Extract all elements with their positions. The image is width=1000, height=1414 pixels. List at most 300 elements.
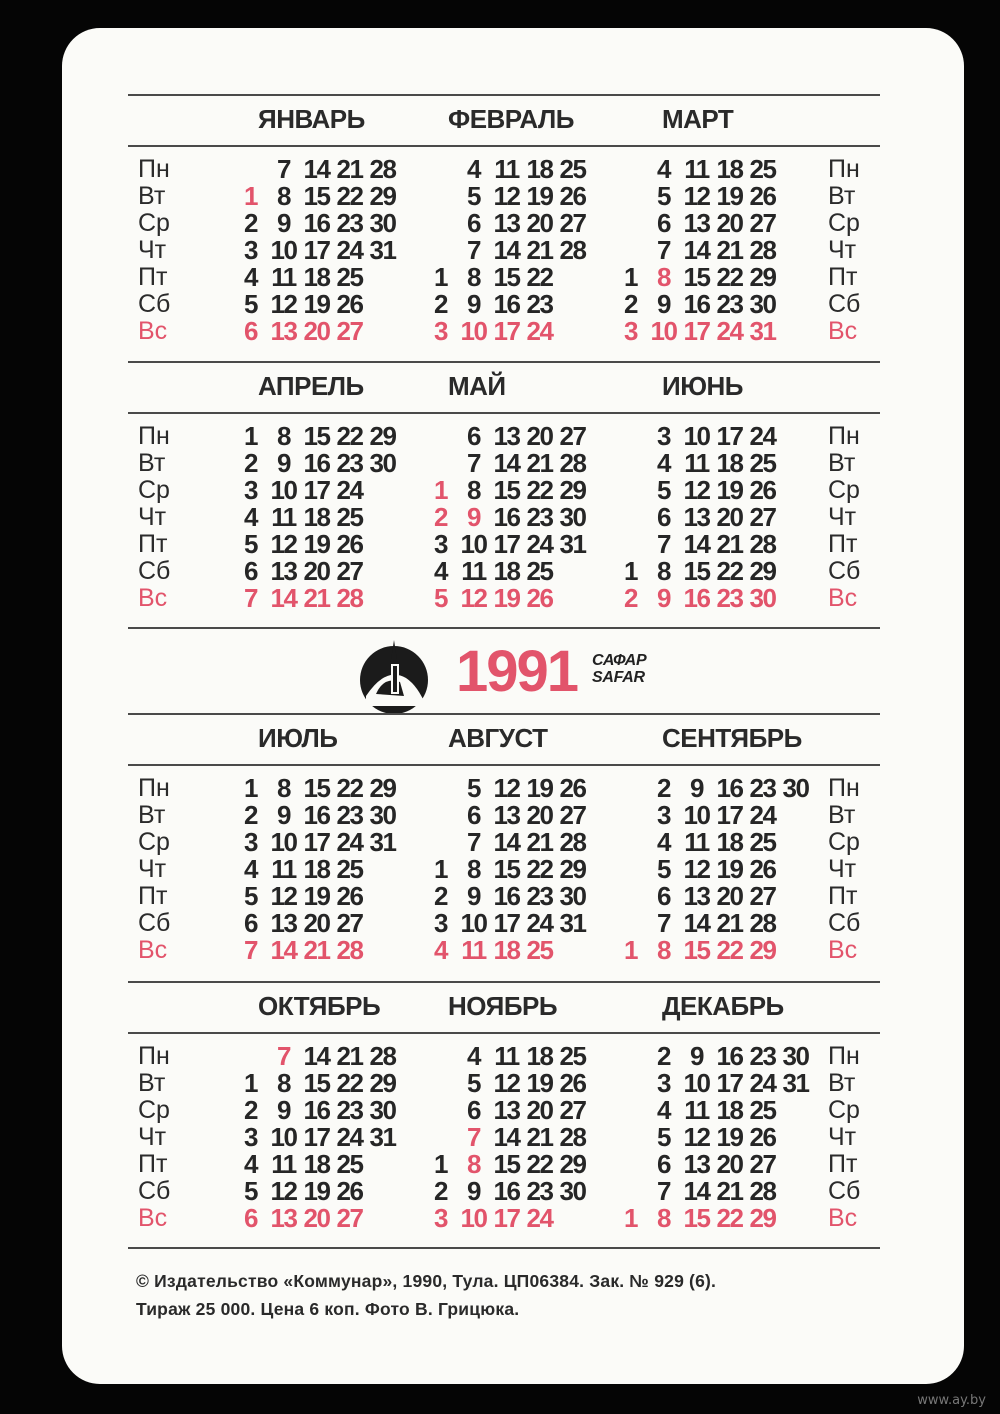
empty-cell bbox=[366, 264, 399, 291]
day-number: 31 bbox=[369, 1122, 396, 1152]
day-number: 2 bbox=[434, 1176, 447, 1206]
month-grid bbox=[614, 775, 812, 964]
day-number: 10 bbox=[683, 421, 710, 451]
empty-cell bbox=[424, 423, 457, 450]
weekday-label: Вс bbox=[828, 584, 858, 612]
empty-cell bbox=[614, 802, 647, 829]
weekday-row bbox=[614, 450, 812, 477]
day-number: 27 bbox=[336, 908, 363, 938]
day-number: 30 bbox=[369, 1095, 396, 1125]
day-number: 3 bbox=[434, 908, 447, 938]
day-number: 28 bbox=[559, 235, 586, 265]
day-number: 28 bbox=[749, 1176, 776, 1206]
day-number: 8 bbox=[657, 262, 670, 292]
empty-cell bbox=[366, 937, 399, 964]
empty-cell bbox=[779, 531, 812, 558]
weekday-label: Пн bbox=[828, 422, 860, 450]
day-number: 25 bbox=[749, 448, 776, 478]
weekday-row bbox=[614, 318, 812, 345]
month-grid bbox=[614, 423, 812, 612]
day-number: 4 bbox=[244, 502, 257, 532]
day-number: 5 bbox=[657, 854, 670, 884]
weekday-label: Чт bbox=[138, 236, 167, 264]
brand-line-cyrillic: САФАР bbox=[592, 652, 647, 669]
weekday-row bbox=[424, 829, 622, 856]
day-number: 23 bbox=[749, 1041, 776, 1071]
empty-cell bbox=[424, 450, 457, 477]
day-number: 8 bbox=[277, 1068, 290, 1098]
day-number: 14 bbox=[493, 448, 520, 478]
day-number: 12 bbox=[683, 1122, 710, 1152]
day-number: 27 bbox=[559, 208, 586, 238]
day-number: 11 bbox=[494, 1041, 519, 1071]
day-number: 16 bbox=[683, 289, 710, 319]
weekday-row bbox=[424, 1178, 622, 1205]
day-number: 29 bbox=[369, 1068, 396, 1098]
day-number: 9 bbox=[467, 1176, 480, 1206]
day-number: 27 bbox=[559, 1095, 586, 1125]
day-number: 16 bbox=[493, 881, 520, 911]
day-number: 5 bbox=[657, 181, 670, 211]
day-number: 30 bbox=[369, 448, 396, 478]
day-number: 30 bbox=[369, 800, 396, 830]
day-number: 9 bbox=[277, 448, 290, 478]
empty-cell bbox=[614, 1070, 647, 1097]
weekday-row bbox=[424, 585, 622, 612]
day-number: 8 bbox=[467, 262, 480, 292]
weekday-row bbox=[234, 856, 432, 883]
day-number: 9 bbox=[467, 502, 480, 532]
day-number: 12 bbox=[493, 181, 520, 211]
empty-cell bbox=[779, 1151, 812, 1178]
day-number: 1 bbox=[434, 1149, 447, 1179]
day-number: 16 bbox=[683, 583, 710, 613]
empty-cell bbox=[779, 210, 812, 237]
empty-cell bbox=[614, 183, 647, 210]
day-number: 4 bbox=[657, 154, 670, 184]
weekday-label: Вт bbox=[138, 449, 166, 477]
day-number: 20 bbox=[716, 1149, 743, 1179]
day-number: 11 bbox=[684, 827, 709, 857]
empty-cell bbox=[556, 585, 589, 612]
day-number: 7 bbox=[657, 529, 670, 559]
weekday-row bbox=[234, 802, 432, 829]
weekday-row bbox=[424, 1070, 622, 1097]
weekday-row bbox=[424, 531, 622, 558]
weekday-labels-right bbox=[828, 156, 860, 345]
day-number: 19 bbox=[493, 583, 520, 613]
day-number: 8 bbox=[467, 854, 480, 884]
weekday-labels-right bbox=[828, 423, 860, 612]
day-number: 11 bbox=[684, 1095, 709, 1125]
empty-cell bbox=[779, 856, 812, 883]
month-grid bbox=[234, 423, 432, 612]
day-number: 11 bbox=[461, 935, 486, 965]
empty-cell bbox=[614, 1124, 647, 1151]
month-grid bbox=[234, 156, 432, 345]
weekday-label: Вс bbox=[138, 936, 168, 964]
month-grid bbox=[614, 1043, 812, 1232]
weekday-label: Ср bbox=[828, 209, 860, 237]
day-number: 10 bbox=[460, 529, 487, 559]
day-number: 5 bbox=[244, 289, 257, 319]
day-number: 1 bbox=[624, 262, 637, 292]
weekday-labels-left bbox=[138, 775, 170, 964]
day-number: 14 bbox=[493, 1122, 520, 1152]
weekday-label: Пт bbox=[138, 263, 168, 291]
weekday-label: Пн bbox=[828, 1042, 860, 1070]
day-number: 12 bbox=[270, 1176, 297, 1206]
day-number: 25 bbox=[749, 827, 776, 857]
weekday-row bbox=[424, 1124, 622, 1151]
empty-cell bbox=[366, 856, 399, 883]
day-number: 19 bbox=[716, 1122, 743, 1152]
weekday-row bbox=[234, 585, 432, 612]
day-number: 27 bbox=[749, 502, 776, 532]
empty-cell bbox=[614, 423, 647, 450]
weekday-label: Чт bbox=[138, 503, 167, 531]
day-number: 24 bbox=[716, 316, 743, 346]
month-grid bbox=[234, 1043, 432, 1232]
day-number: 29 bbox=[749, 262, 776, 292]
day-number: 5 bbox=[434, 583, 447, 613]
weekday-row bbox=[234, 558, 432, 585]
weekday-label: Пн bbox=[828, 774, 860, 802]
day-number: 22 bbox=[716, 1203, 743, 1233]
day-number: 24 bbox=[749, 421, 776, 451]
empty-cell bbox=[556, 264, 589, 291]
weekday-row bbox=[234, 1043, 432, 1070]
day-number: 9 bbox=[657, 583, 670, 613]
day-number: 10 bbox=[683, 800, 710, 830]
empty-cell bbox=[424, 1043, 457, 1070]
day-number: 13 bbox=[270, 908, 297, 938]
day-number: 6 bbox=[244, 908, 257, 938]
day-number: 2 bbox=[624, 289, 637, 319]
weekday-row bbox=[614, 1070, 812, 1097]
day-number: 26 bbox=[336, 289, 363, 319]
empty-cell bbox=[779, 1178, 812, 1205]
weekday-row bbox=[614, 156, 812, 183]
day-number: 6 bbox=[244, 556, 257, 586]
day-number: 9 bbox=[690, 1041, 703, 1071]
day-number: 18 bbox=[303, 502, 330, 532]
day-number: 4 bbox=[244, 262, 257, 292]
day-number: 7 bbox=[277, 1041, 290, 1071]
empty-cell bbox=[424, 829, 457, 856]
day-number: 23 bbox=[336, 800, 363, 830]
day-number: 6 bbox=[657, 502, 670, 532]
day-number: 2 bbox=[434, 289, 447, 319]
empty-cell bbox=[614, 829, 647, 856]
weekday-row bbox=[234, 531, 432, 558]
day-number: 28 bbox=[749, 529, 776, 559]
weekday-labels-left bbox=[138, 156, 170, 345]
day-number: 18 bbox=[303, 1149, 330, 1179]
day-number: 29 bbox=[559, 854, 586, 884]
day-number: 10 bbox=[270, 475, 297, 505]
divider-rule bbox=[128, 412, 880, 414]
weekday-row bbox=[424, 504, 622, 531]
empty-cell bbox=[779, 910, 812, 937]
empty-cell bbox=[614, 856, 647, 883]
day-number: 25 bbox=[336, 854, 363, 884]
weekday-label: Ср bbox=[138, 209, 170, 237]
weekday-row bbox=[614, 802, 812, 829]
day-number: 7 bbox=[244, 583, 257, 613]
quarter-block bbox=[128, 361, 880, 631]
day-number: 17 bbox=[303, 1122, 330, 1152]
weekday-label: Вт bbox=[138, 182, 166, 210]
empty-cell bbox=[614, 910, 647, 937]
day-number: 3 bbox=[244, 1122, 257, 1152]
day-number: 7 bbox=[277, 154, 290, 184]
day-number: 31 bbox=[782, 1068, 809, 1098]
day-number: 30 bbox=[749, 583, 776, 613]
day-number: 30 bbox=[369, 208, 396, 238]
day-number: 19 bbox=[526, 181, 553, 211]
empty-cell bbox=[424, 775, 457, 802]
day-number: 10 bbox=[650, 316, 677, 346]
day-number: 8 bbox=[277, 773, 290, 803]
day-number: 25 bbox=[749, 154, 776, 184]
weekday-label: Вс bbox=[828, 936, 858, 964]
day-number: 18 bbox=[526, 1041, 553, 1071]
weekday-row bbox=[234, 504, 432, 531]
day-number: 6 bbox=[244, 1203, 257, 1233]
empty-cell bbox=[614, 237, 647, 264]
weekday-label: Сб bbox=[828, 1177, 861, 1205]
weekday-row bbox=[234, 450, 432, 477]
day-number: 26 bbox=[336, 881, 363, 911]
weekday-row bbox=[614, 775, 812, 802]
day-number: 12 bbox=[683, 181, 710, 211]
day-number: 1 bbox=[434, 262, 447, 292]
day-number: 26 bbox=[559, 1068, 586, 1098]
day-number: 26 bbox=[559, 181, 586, 211]
day-number: 27 bbox=[749, 1149, 776, 1179]
day-number: 20 bbox=[526, 421, 553, 451]
weekday-label: Вт bbox=[828, 449, 856, 477]
month-name: ИЮНЬ bbox=[662, 371, 743, 401]
day-number: 17 bbox=[303, 235, 330, 265]
day-number: 17 bbox=[716, 1068, 743, 1098]
weekday-label: Ср bbox=[138, 828, 170, 856]
weekday-label: Сб bbox=[138, 290, 171, 318]
day-number: 13 bbox=[493, 208, 520, 238]
day-number: 26 bbox=[559, 773, 586, 803]
weekday-label: Ср bbox=[828, 828, 860, 856]
day-number: 12 bbox=[683, 475, 710, 505]
divider-rule bbox=[128, 1247, 880, 1249]
empty-cell bbox=[424, 237, 457, 264]
day-number: 8 bbox=[467, 475, 480, 505]
day-number: 4 bbox=[657, 448, 670, 478]
empty-cell bbox=[779, 291, 812, 318]
weekday-label: Пт bbox=[828, 530, 858, 558]
publisher-imprint bbox=[136, 1267, 916, 1323]
day-number: 17 bbox=[493, 316, 520, 346]
divider-rule bbox=[128, 361, 880, 363]
day-number: 9 bbox=[467, 289, 480, 319]
day-number: 28 bbox=[369, 1041, 396, 1071]
weekday-row bbox=[614, 531, 812, 558]
day-number: 29 bbox=[369, 421, 396, 451]
weekday-row bbox=[424, 318, 622, 345]
day-number: 9 bbox=[467, 881, 480, 911]
day-number: 4 bbox=[657, 827, 670, 857]
day-number: 4 bbox=[434, 935, 447, 965]
empty-cell bbox=[779, 1205, 812, 1232]
weekday-row bbox=[234, 1124, 432, 1151]
weekday-row bbox=[614, 1124, 812, 1151]
day-number: 27 bbox=[559, 421, 586, 451]
day-number: 13 bbox=[683, 1149, 710, 1179]
day-number: 30 bbox=[782, 1041, 809, 1071]
day-number: 3 bbox=[434, 316, 447, 346]
day-number: 18 bbox=[716, 154, 743, 184]
weekday-row bbox=[424, 802, 622, 829]
day-number: 11 bbox=[684, 154, 709, 184]
weekday-label: Пт bbox=[138, 1150, 168, 1178]
day-number: 26 bbox=[749, 475, 776, 505]
day-number: 2 bbox=[657, 1041, 670, 1071]
weekday-row bbox=[614, 585, 812, 612]
day-number: 11 bbox=[271, 262, 296, 292]
weekday-label: Чт bbox=[828, 1123, 857, 1151]
day-number: 16 bbox=[303, 448, 330, 478]
day-number: 19 bbox=[526, 1068, 553, 1098]
day-number: 14 bbox=[683, 908, 710, 938]
empty-cell bbox=[614, 775, 647, 802]
weekday-label: Сб bbox=[138, 1177, 171, 1205]
day-number: 15 bbox=[683, 556, 710, 586]
month-grid bbox=[614, 156, 812, 345]
month-name: СЕНТЯБРЬ bbox=[662, 723, 802, 753]
weekday-labels-left bbox=[138, 1043, 170, 1232]
month-name: МАЙ bbox=[448, 371, 506, 401]
quarter-block bbox=[128, 94, 880, 364]
weekday-row bbox=[614, 504, 812, 531]
day-number: 12 bbox=[493, 1068, 520, 1098]
day-number: 20 bbox=[526, 800, 553, 830]
day-number: 23 bbox=[336, 448, 363, 478]
empty-cell bbox=[234, 1043, 267, 1070]
day-number: 15 bbox=[303, 773, 330, 803]
weekday-row bbox=[614, 1205, 812, 1232]
weekday-row bbox=[234, 1070, 432, 1097]
weekday-label: Сб bbox=[828, 290, 861, 318]
empty-cell bbox=[366, 1151, 399, 1178]
day-number: 28 bbox=[749, 235, 776, 265]
day-number: 28 bbox=[749, 908, 776, 938]
empty-cell bbox=[556, 937, 589, 964]
weekday-row bbox=[234, 1205, 432, 1232]
weekday-label: Ср bbox=[138, 1096, 170, 1124]
day-number: 6 bbox=[467, 208, 480, 238]
weekday-label: Сб bbox=[138, 909, 171, 937]
day-number: 5 bbox=[467, 1068, 480, 1098]
weekday-label: Сб bbox=[828, 909, 861, 937]
day-number: 16 bbox=[303, 800, 330, 830]
day-number: 28 bbox=[336, 935, 363, 965]
weekday-row bbox=[614, 883, 812, 910]
day-number: 24 bbox=[336, 1122, 363, 1152]
day-number: 3 bbox=[657, 800, 670, 830]
day-number: 19 bbox=[303, 289, 330, 319]
day-number: 5 bbox=[467, 181, 480, 211]
divider-rule bbox=[128, 981, 880, 983]
weekday-row bbox=[424, 156, 622, 183]
empty-cell bbox=[779, 585, 812, 612]
empty-cell bbox=[779, 423, 812, 450]
empty-cell bbox=[556, 318, 589, 345]
day-number: 11 bbox=[461, 556, 486, 586]
weekday-row bbox=[424, 183, 622, 210]
day-number: 21 bbox=[303, 583, 330, 613]
day-number: 20 bbox=[303, 316, 330, 346]
day-number: 16 bbox=[716, 773, 743, 803]
day-number: 13 bbox=[683, 208, 710, 238]
empty-cell bbox=[779, 829, 812, 856]
weekday-label: Пн bbox=[138, 422, 170, 450]
imprint-line-2: Тираж 25 000. Цена 6 коп. Фото В. Грицюка. bbox=[136, 1299, 520, 1319]
day-number: 21 bbox=[526, 827, 553, 857]
day-number: 13 bbox=[270, 1203, 297, 1233]
day-number: 28 bbox=[559, 1122, 586, 1152]
empty-cell bbox=[424, 802, 457, 829]
weekday-row bbox=[424, 883, 622, 910]
day-number: 7 bbox=[657, 908, 670, 938]
empty-cell bbox=[779, 318, 812, 345]
day-number: 2 bbox=[244, 208, 257, 238]
weekday-row bbox=[424, 210, 622, 237]
day-number: 29 bbox=[749, 935, 776, 965]
weekday-label: Вс bbox=[138, 1204, 168, 1232]
day-number: 15 bbox=[493, 1149, 520, 1179]
weekday-label: Чт bbox=[138, 855, 167, 883]
day-number: 15 bbox=[683, 935, 710, 965]
day-number: 22 bbox=[526, 1149, 553, 1179]
year-banner bbox=[128, 628, 880, 714]
day-number: 10 bbox=[270, 1122, 297, 1152]
day-number: 25 bbox=[559, 154, 586, 184]
day-number: 4 bbox=[467, 154, 480, 184]
day-number: 24 bbox=[749, 800, 776, 830]
empty-cell bbox=[779, 1124, 812, 1151]
day-number: 10 bbox=[460, 316, 487, 346]
day-number: 24 bbox=[526, 1203, 553, 1233]
day-number: 25 bbox=[526, 556, 553, 586]
day-number: 24 bbox=[526, 529, 553, 559]
weekday-label: Ср bbox=[138, 476, 170, 504]
weekday-row bbox=[614, 937, 812, 964]
day-number: 25 bbox=[559, 1041, 586, 1071]
weekday-row bbox=[614, 210, 812, 237]
weekday-label: Пн bbox=[138, 155, 170, 183]
weekday-row bbox=[234, 423, 432, 450]
weekday-row bbox=[424, 423, 622, 450]
empty-cell bbox=[614, 1178, 647, 1205]
empty-cell bbox=[779, 802, 812, 829]
weekday-row bbox=[424, 1097, 622, 1124]
month-name: ФЕВРАЛЬ bbox=[448, 104, 574, 134]
day-number: 20 bbox=[716, 208, 743, 238]
day-number: 1 bbox=[624, 935, 637, 965]
day-number: 23 bbox=[526, 881, 553, 911]
weekday-label: Вт bbox=[138, 1069, 166, 1097]
day-number: 2 bbox=[244, 800, 257, 830]
